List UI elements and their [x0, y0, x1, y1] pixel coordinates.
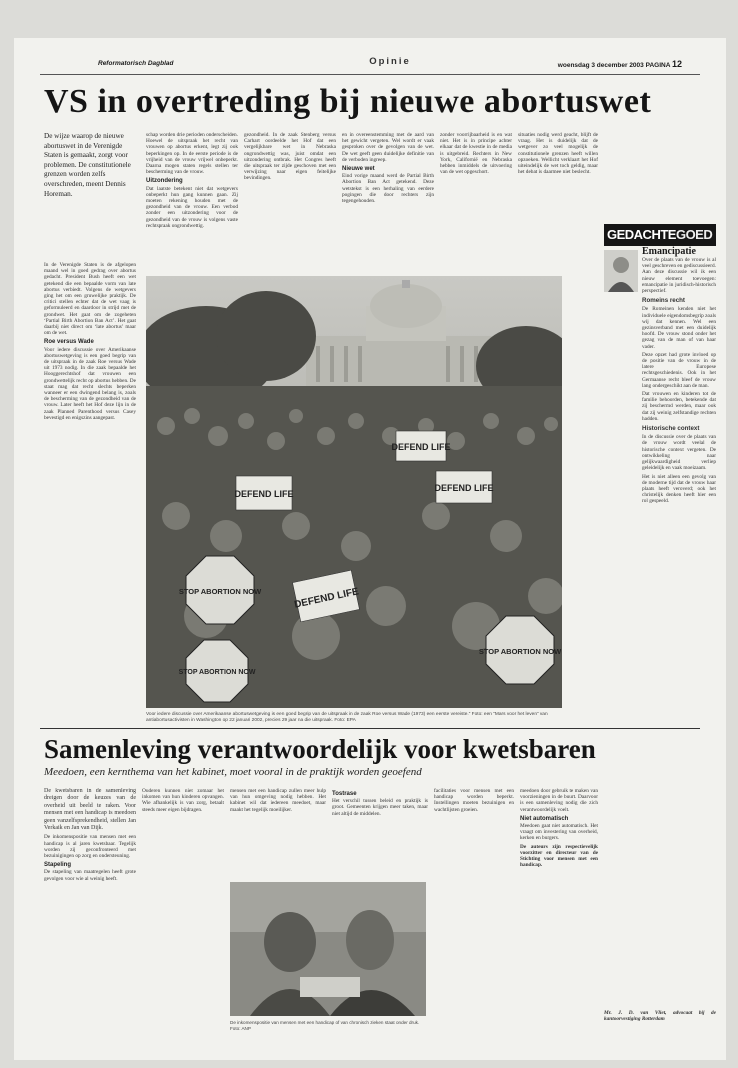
sidebar-banner — [604, 224, 716, 246]
newspaper-page — [14, 38, 726, 1060]
paper-name: Reformatorisch Dagblad — [98, 60, 174, 67]
paragraph: Dat vrouwen en kinderen tot de familie behoorden, betekende dat zij beschermd werden, maar ook dat zij weinig zelfstandige rechten hadden. — [642, 391, 716, 422]
sign-defend-life-1 — [391, 431, 450, 461]
date: woensdag 3 december 2003 — [557, 62, 644, 69]
article1-lead — [44, 132, 136, 258]
paragraph: facilitaties voor mensen met een handicap worden beperkt. Instellingen moeten bezuinigen en wachtlijsten groeien. — [434, 788, 514, 813]
paragraph: In de discussie over de plaats van de vrouw wordt veelal de historische context vergeten. De ontwikkeling naar gelijkwaardigheid verliep geleidelijk en vaak moeizaam. — [642, 434, 716, 472]
paragraph: Het is niet alleen een gevolg van de moderne tijd dat de vrouw haar plaats heeft veroverd; ook het christelijk denken heeft hier een rol gespeeld. — [642, 473, 716, 505]
paragraph: In de Verenigde Staten is de afgelopen maand wel in goed gedrag over abortus gedacht. President Bush heeft een wet getekend die een bepaalde vorm van late abortus verbiedt. Volgens de wetgevers ging het om een gruwelijke praktijk. De critici stellen echter dat de wet vaag is geformuleerd en daardoor in strijd met de grondwet. Het gaat om de zogeheten ‘Partial Birth Abortion Ban Act’. Het gaat daarbij niet direct om ‘late abortus’ maar om de wet. — [44, 262, 136, 337]
svg-text:STOP ABORTION NOW: STOP ABORTION NOW — [478, 647, 562, 656]
banner-right: GOED — [675, 227, 713, 242]
paragraph: Ouderen kunnen niet zomaar het inkomen van hun kinderen opvangen. Wie afhankelijk is van zorg, betaalt steeds meer eigen bijdragen. — [142, 788, 224, 813]
paragraph: en in overeenstemming met de aard van het gewicht vergeten. Wel wordt er vaak gesproken over de gevolgen van de wet. De wet geeft geen duidelijke definitie van de verboden ingreep. — [342, 132, 434, 163]
paragraph: De stapeling van maatregelen heeft grote gevolgen voor wie al weinig heeft. — [44, 869, 136, 882]
paragraph: schap worden drie perioden onderscheiden. Hoewel de uitspraak het recht van vrouwen op abortus erkent, legt zij ook beperkingen op. In de eerste periode is de vrijheid van de vrouw vrijwel onbeperkt. Daarna mogen staten regels stellen ter bescherming van de vrouw. — [146, 132, 238, 176]
page-number: 12 — [671, 59, 682, 69]
article2-subhead: Meedoen, een kernthema van het kabinet, moet vooral in de praktijk worden geoefend — [44, 766, 422, 778]
article-divider — [40, 728, 700, 729]
care-photo-illustration — [230, 882, 426, 1016]
protest-photo-illustration — [146, 276, 562, 708]
sidebar-column — [604, 224, 716, 784]
article2-col2 — [142, 788, 224, 1050]
article2-col1 — [44, 788, 136, 1050]
paragraph: meedoen door gebruik te maken van voorzieningen in de buurt. Daarvoor is een samenleving nodig die zich verantwoordelijk voelt. — [520, 788, 598, 813]
paragraph: Over de plaats van de vrouw is al veel geschreven en gediscussieerd. Aan deze discussie wil ik een nieuw element toevoegen: emancipatie in juridisch-historisch perspectief. — [642, 257, 716, 295]
subheading: Historische context — [642, 425, 700, 433]
sidebar-body — [642, 257, 716, 507]
article1-col4 — [342, 132, 434, 270]
sign-defend-life-3 — [234, 476, 293, 510]
paragraph: gezondheid. In de zaak Stenberg versus Carhart oordeelde het Hof dat een vergelijkbare wet in Nebraska ongrondwettig was, juist omdat een uitzondering ontbrak. Het Congres heeft die uitspraak ter zijde geschoven met een verwijzing naar eigen feitelijke bevindingen. — [244, 132, 336, 182]
paragraph: Deze opzet had grote invloed op de positie van de vrouw in de latere Europese rechtsgeschiedenis. Ook in het Germaanse recht bleef de vrouw lang ondergeschikt aan de man. — [642, 351, 716, 389]
page-label: PAGINA — [645, 62, 671, 69]
sign-defend-life-2 — [434, 471, 493, 503]
paragraph: De Romeinen kenden niet het individuele eigendomsbegrip zoals wij dat kennen. Wel een gezinsverband met een duidelijk hoofd. De vrouw stond onder het gezag van de man of van haar vader. — [642, 306, 716, 350]
subheading: Romeins recht — [642, 297, 685, 305]
masthead — [98, 56, 682, 70]
article2-col3b — [332, 788, 428, 878]
photo-caption: Voor iedere discussie over Amerikaanse abortuswetgeving is een goed begrip van de uitspraak in de zaak Roe versus Wade (1973) een eerste vereiste.” Foto: een “Mars voor het leven” van antiabortusactivisten in Washington op 22 januari 2002, precies 29 jaar na die uitspraak. Foto: EPA — [146, 712, 548, 723]
paragraph: mensen met een handicap zullen meer hulp van hun omgeving nodig hebben. Het kabinet wil dat iedereen meedoet, maar maakt het tegelijk moeilijker. — [230, 788, 326, 813]
article1-col2 — [146, 132, 238, 270]
article2-col5 — [520, 788, 598, 1050]
svg-text:DEFEND LIFE: DEFEND LIFE — [293, 586, 360, 611]
paragraph: Meedoen gaat niet automatisch. Het vraagt om investering van overheid, kerken en burgers. — [520, 823, 598, 842]
care-photo — [230, 882, 426, 1016]
article1-col6 — [518, 132, 598, 270]
paragraph: Voor iedere discussie over Amerikaanse abortuswetgeving is een goed begrip van de uitspraak in de zaak Roe versus Wade uit 1973 nodig. In die zaak bepaalde het Hooggerechtshof dat vrouwen een grondwettelijk recht op abortus hebben. De staat mag dat recht slechts beperken wanneer er een dwingend belang is, zoals de bescherming van de gezondheid van de vrouw. Later heeft het Hof deze lijn in de zaak Planned Parenthood versus Casey bevestigd en enigszins aangepast. — [44, 346, 136, 421]
banner-left: GEDACHTE — [607, 227, 676, 242]
paragraph: Dat laatste betekent niet dat wetgevers onbeperkt hun gang kunnen gaan. Zij moeten rekening houden met de gezondheid van de vrouw. Een verbod zonder een uitzondering voor de gezondheid van de vrouw is volgens vaste rechtspraak ongrondwettig. — [146, 185, 238, 229]
protest-photo — [146, 276, 562, 708]
subheading: Tostrase — [332, 791, 357, 797]
svg-text:DEFEND LIFE: DEFEND LIFE — [434, 483, 494, 493]
article2-col4 — [434, 788, 514, 1050]
table — [300, 977, 360, 997]
date-page — [558, 59, 682, 69]
author-portrait — [604, 250, 638, 292]
person-right — [346, 910, 394, 970]
paragraph: De kwetsbaren in de samenleving dreigen door de keuzes van de overheid uit beeld te raken. Voor mensen met een handicap is meedoen geen vanzelfsprekendheid, stellen Jan Verkaik en Jan van Dijk. — [44, 788, 136, 832]
sidebar-title: Emancipatie — [642, 246, 696, 257]
article1-col1 — [44, 262, 136, 722]
masthead-rule — [40, 74, 700, 75]
paragraph: zonder voorrijbaarheid is en wat niet. Het is in principe achter elkaar dat de kwestie in de media is uitgebreid. Rechters in New York, Californië en Nebraska hebben inmiddels de uitvoering van de wet opgeschort. — [440, 132, 512, 176]
article1-col5 — [440, 132, 512, 270]
svg-text:DEFEND LIFE: DEFEND LIFE — [391, 442, 451, 452]
author-note: De auteurs zijn respectievelijk voorzitter en directeur van de Stichting voor mensen met een handicap. — [520, 843, 598, 869]
subheading: Uitzondering — [146, 178, 183, 185]
person-left — [264, 912, 316, 972]
subheading: Stapeling — [44, 862, 72, 869]
subheading: Roe versus Wade — [44, 339, 94, 346]
paragraph: Eind vorige maand werd de Partial Birth Abortion Ban Act getekend. Deze wetstekst is een herhaling van eerdere pogingen die door rechters zijn tegengehouden. — [342, 173, 434, 205]
subheading: Niet automatisch — [520, 815, 569, 822]
article2-col3 — [230, 788, 326, 878]
paragraph: situaties nodig werd geacht, blijft de vraag. Het is duidelijk dat de wetgever zo veel mogelijk de constitutionele grenzen heeft willen opzoeken. Wellicht verklaart het Hof uiteindelijk de wet toch geldig, maar het debat is daarmee niet beslecht. — [518, 132, 598, 176]
section-name: Opinie — [369, 56, 411, 67]
article1-col3 — [244, 132, 336, 270]
svg-text:STOP ABORTION NOW: STOP ABORTION NOW — [178, 669, 256, 676]
paragraph: Het verschil tussen beleid en praktijk is groot. Gemeenten krijgen meer taken, maar niet altijd de middelen. — [332, 798, 428, 817]
article1-headline: VS in overtreding bij nieuwe abortuswet — [44, 83, 652, 120]
sidebar-signature: Mr. J. D. van Vliet, advocaat bij de kantoorvestiging Rotterdam — [604, 1010, 716, 1023]
paragraph: De inkomenspositie van mensen met een handicap is al jaren kwetsbaar. Tegelijk worden zij geconfronteerd met bezuinigingen op zorg en ondersteuning. — [44, 834, 136, 860]
svg-text:DEFEND LIFE: DEFEND LIFE — [234, 489, 294, 499]
svg-text:STOP ABORTION NOW: STOP ABORTION NOW — [178, 587, 262, 596]
lead-text: De wijze waarop de nieuwe abortuswet in de Verenigde Staten is gemaakt, zorgt voor problemen. De constitutionele grenzen worden zelfs overschreden, meent Dennis Horeman. — [44, 132, 131, 198]
care-photo-caption: De inkomenspositie van mensen met een handicap of van chronisch zieken staat onder druk. Foto: ANP — [230, 1020, 420, 1031]
article2-headline: Samenleving verantwoordelijk voor kwetsbaren — [44, 734, 596, 764]
subheading: Nieuwe wet — [342, 166, 375, 173]
